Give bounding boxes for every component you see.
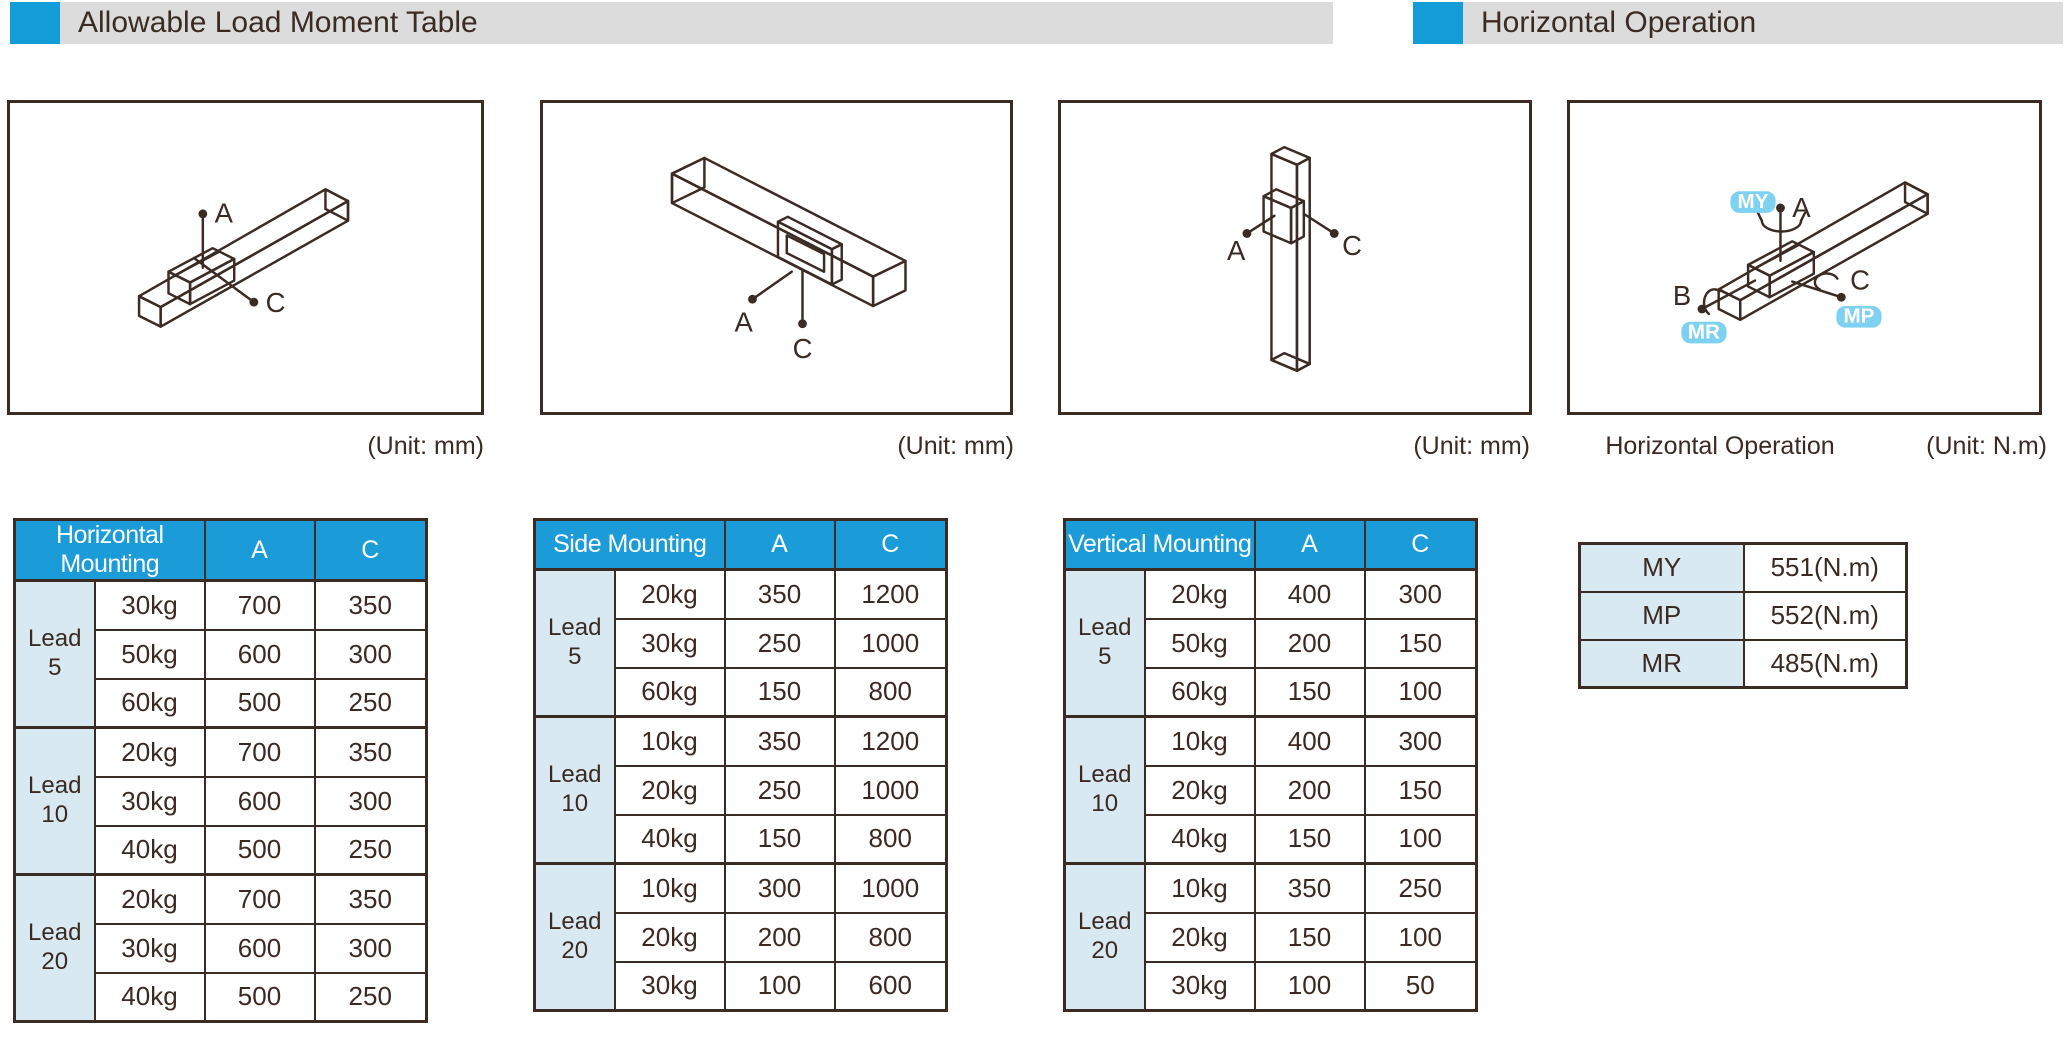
c-value-cell: 1000 bbox=[835, 619, 947, 668]
unit-caption-mm: (Unit: mm) bbox=[1413, 432, 1530, 460]
diagram-horizontal-operation bbox=[1567, 100, 2042, 415]
section-title: Allowable Load Moment Table bbox=[78, 6, 478, 39]
axis-c-line bbox=[1304, 214, 1334, 234]
moment-label-cell: MR bbox=[1580, 640, 1744, 688]
my-arrow-tick bbox=[1758, 213, 1762, 221]
table-row bbox=[1580, 592, 1907, 640]
lead-value: 5 bbox=[1098, 643, 1112, 670]
mr-badge-label: MR bbox=[1687, 320, 1720, 344]
a-value-cell: 350 bbox=[725, 570, 835, 619]
rail-body bbox=[672, 158, 905, 306]
a-value-cell: 200 bbox=[725, 913, 835, 962]
load-cell: 20kg bbox=[615, 570, 725, 619]
point-b-dot bbox=[1698, 305, 1707, 314]
table-row bbox=[535, 864, 947, 913]
lead-value: 5 bbox=[568, 643, 582, 670]
a-value-cell: 700 bbox=[205, 875, 315, 924]
lead-word: Lead bbox=[548, 761, 602, 789]
load-cell: 30kg bbox=[615, 619, 725, 668]
mp-rotation-arrow bbox=[1815, 273, 1837, 289]
label-c: C bbox=[1342, 230, 1362, 262]
table-row bbox=[535, 717, 947, 766]
a-value-cell: 250 bbox=[725, 619, 835, 668]
table-row bbox=[15, 581, 427, 630]
point-a-dot bbox=[198, 209, 207, 218]
section-title: Horizontal Operation bbox=[1481, 6, 1757, 39]
label-c: C bbox=[265, 286, 286, 318]
a-value-cell: 500 bbox=[205, 826, 315, 875]
label-a: A bbox=[214, 197, 233, 229]
point-c-dot bbox=[249, 298, 258, 307]
c-value-cell: 350 bbox=[315, 581, 427, 630]
load-cell: 60kg bbox=[1145, 668, 1255, 717]
load-cell: 20kg bbox=[1145, 766, 1255, 815]
a-value-cell: 600 bbox=[205, 924, 315, 973]
c-value-cell: 250 bbox=[315, 973, 427, 1022]
lead-value: 20 bbox=[1091, 937, 1119, 964]
blue-square-icon bbox=[10, 2, 60, 44]
label-b: B bbox=[1672, 280, 1692, 312]
c-value-cell: 150 bbox=[1365, 619, 1477, 668]
c-value-cell: 300 bbox=[315, 777, 427, 826]
a-value-cell: 400 bbox=[1255, 717, 1365, 766]
load-cell: 20kg bbox=[1145, 913, 1255, 962]
c-value-cell: 1000 bbox=[835, 766, 947, 815]
load-cell: 10kg bbox=[615, 717, 725, 766]
point-a-dot bbox=[748, 295, 757, 304]
c-value-cell: 300 bbox=[315, 630, 427, 679]
lead-word: Lead bbox=[28, 625, 82, 653]
c-value-cell: 800 bbox=[835, 913, 947, 962]
point-c-dot bbox=[1837, 293, 1846, 302]
table-row bbox=[15, 875, 427, 924]
label-c: C bbox=[1850, 264, 1870, 296]
c-value-cell: 250 bbox=[315, 826, 427, 875]
c-value-cell: 100 bbox=[1365, 668, 1477, 717]
lead-word: Lead bbox=[548, 614, 602, 642]
load-cell: 30kg bbox=[95, 581, 205, 630]
c-value-cell: 100 bbox=[1365, 815, 1477, 864]
unit-caption-nm: (Unit: N.m) bbox=[1926, 432, 2047, 460]
lead-cell bbox=[15, 875, 95, 1022]
load-cell: 10kg bbox=[1145, 717, 1255, 766]
table-row bbox=[1065, 570, 1477, 619]
mount-table-horizontal-mounting bbox=[13, 518, 428, 1023]
a-value-cell: 150 bbox=[725, 668, 835, 717]
c-value-cell: 1000 bbox=[835, 864, 947, 913]
label-a: A bbox=[1226, 234, 1246, 266]
vertical-mounting-drawing bbox=[1061, 103, 1529, 412]
load-cell: 60kg bbox=[615, 668, 725, 717]
lead-word: Lead bbox=[28, 772, 82, 800]
load-cell: 30kg bbox=[95, 777, 205, 826]
table-row bbox=[1065, 864, 1477, 913]
load-cell: 10kg bbox=[615, 864, 725, 913]
label-c: C bbox=[792, 333, 813, 365]
load-cell: 20kg bbox=[95, 728, 205, 777]
column-header-c: C bbox=[1365, 520, 1477, 570]
a-value-cell: 400 bbox=[1255, 570, 1365, 619]
c-value-cell: 800 bbox=[835, 815, 947, 864]
load-cell: 20kg bbox=[615, 766, 725, 815]
a-value-cell: 150 bbox=[1255, 815, 1365, 864]
lead-cell bbox=[535, 717, 615, 864]
a-value-cell: 350 bbox=[725, 717, 835, 766]
lead-cell bbox=[1065, 570, 1145, 717]
c-value-cell: 800 bbox=[835, 668, 947, 717]
column-header-a: A bbox=[205, 520, 315, 581]
a-value-cell: 500 bbox=[205, 679, 315, 728]
lead-word: Lead bbox=[1078, 908, 1132, 936]
unit-caption-mm: (Unit: mm) bbox=[367, 432, 484, 460]
table-row bbox=[1065, 717, 1477, 766]
axis-c-line bbox=[1792, 282, 1841, 298]
table-title: Side Mounting bbox=[535, 520, 725, 570]
column-header-a: A bbox=[1255, 520, 1365, 570]
section-header-horizontal-operation bbox=[1413, 2, 2063, 44]
a-value-cell: 700 bbox=[205, 581, 315, 630]
label-a: A bbox=[734, 306, 753, 338]
lead-cell bbox=[535, 570, 615, 717]
lead-word: Lead bbox=[548, 908, 602, 936]
point-c-dot bbox=[1330, 229, 1339, 238]
a-value-cell: 150 bbox=[1255, 913, 1365, 962]
moment-value-cell: 551(N.m) bbox=[1744, 544, 1907, 592]
mount-table-vertical-mounting bbox=[1063, 518, 1478, 1012]
c-value-cell: 300 bbox=[315, 924, 427, 973]
side-mounting-drawing bbox=[543, 103, 1010, 412]
mount-table-side-mounting bbox=[533, 518, 948, 1012]
a-value-cell: 150 bbox=[1255, 668, 1365, 717]
mp-badge-label: MP bbox=[1843, 304, 1875, 328]
table-row bbox=[15, 728, 427, 777]
unit-caption-mm: (Unit: mm) bbox=[897, 432, 1014, 460]
header-row bbox=[535, 520, 947, 570]
lead-word: Lead bbox=[1078, 761, 1132, 789]
vertical-mounting-table-container bbox=[1063, 518, 1478, 1012]
c-value-cell: 350 bbox=[315, 728, 427, 777]
horizontal-mounting-table-container bbox=[13, 518, 428, 1023]
column-header-a: A bbox=[725, 520, 835, 570]
horizontal-operation-caption: Horizontal Operation bbox=[1605, 432, 1835, 460]
table-title: Vertical Mounting bbox=[1065, 520, 1255, 570]
moment-label-cell: MP bbox=[1580, 592, 1744, 640]
a-value-cell: 100 bbox=[725, 962, 835, 1011]
load-cell: 40kg bbox=[615, 815, 725, 864]
lead-value: 5 bbox=[48, 654, 62, 681]
c-value-cell: 300 bbox=[1365, 570, 1477, 619]
load-cell: 40kg bbox=[95, 826, 205, 875]
moment-label-cell: MY bbox=[1580, 544, 1744, 592]
lead-cell bbox=[1065, 717, 1145, 864]
axis-a-line bbox=[752, 272, 791, 299]
rail-body bbox=[1271, 147, 1309, 371]
point-c-dot bbox=[798, 319, 807, 328]
table-row bbox=[535, 570, 947, 619]
load-cell: 20kg bbox=[615, 913, 725, 962]
load-cell: 10kg bbox=[1145, 864, 1255, 913]
lead-cell bbox=[1065, 864, 1145, 1011]
header-row bbox=[1065, 520, 1477, 570]
a-value-cell: 700 bbox=[205, 728, 315, 777]
load-cell: 50kg bbox=[1145, 619, 1255, 668]
point-a-dot bbox=[1776, 204, 1785, 213]
a-value-cell: 200 bbox=[1255, 619, 1365, 668]
blue-square-icon bbox=[1413, 2, 1463, 44]
c-value-cell: 1200 bbox=[835, 717, 947, 766]
a-value-cell: 350 bbox=[1255, 864, 1365, 913]
a-value-cell: 200 bbox=[1255, 766, 1365, 815]
load-cell: 30kg bbox=[1145, 962, 1255, 1011]
load-cell: 30kg bbox=[615, 962, 725, 1011]
moment-value-cell: 485(N.m) bbox=[1744, 640, 1907, 688]
a-value-cell: 600 bbox=[205, 777, 315, 826]
lead-word: Lead bbox=[28, 919, 82, 947]
lead-cell bbox=[15, 728, 95, 875]
c-value-cell: 300 bbox=[1365, 717, 1477, 766]
section-header-allowable-load bbox=[10, 2, 1333, 44]
lead-value: 10 bbox=[41, 801, 69, 828]
side-mounting-table-container bbox=[533, 518, 948, 1012]
lead-word: Lead bbox=[1078, 614, 1132, 642]
a-value-cell: 500 bbox=[205, 973, 315, 1022]
header-row bbox=[15, 520, 427, 581]
table-title: Horizontal Mounting bbox=[15, 520, 205, 581]
a-value-cell: 250 bbox=[725, 766, 835, 815]
lead-value: 20 bbox=[41, 948, 69, 975]
a-value-cell: 100 bbox=[1255, 962, 1365, 1011]
c-value-cell: 50 bbox=[1365, 962, 1477, 1011]
c-value-cell: 250 bbox=[315, 679, 427, 728]
load-cell: 20kg bbox=[1145, 570, 1255, 619]
c-value-cell: 250 bbox=[1365, 864, 1477, 913]
lead-cell bbox=[535, 864, 615, 1011]
load-cell: 40kg bbox=[95, 973, 205, 1022]
diagram-vertical-mounting bbox=[1058, 100, 1532, 415]
load-cell: 30kg bbox=[95, 924, 205, 973]
c-value-cell: 350 bbox=[315, 875, 427, 924]
column-header-c: C bbox=[315, 520, 427, 581]
label-a: A bbox=[1792, 191, 1811, 223]
c-value-cell: 150 bbox=[1365, 766, 1477, 815]
lead-value: 10 bbox=[1091, 790, 1119, 817]
load-cell: 50kg bbox=[95, 630, 205, 679]
load-cell: 60kg bbox=[95, 679, 205, 728]
a-value-cell: 600 bbox=[205, 630, 315, 679]
moment-value-cell: 552(N.m) bbox=[1744, 592, 1907, 640]
lead-value: 20 bbox=[561, 937, 589, 964]
load-cell: 20kg bbox=[95, 875, 205, 924]
horizontal-operation-drawing bbox=[1570, 103, 2039, 412]
lead-cell bbox=[15, 581, 95, 728]
diagram-side-mounting bbox=[540, 100, 1013, 415]
rail-body bbox=[139, 189, 348, 326]
moment-limit-table bbox=[1578, 542, 1908, 689]
diagram-horizontal-mounting bbox=[7, 100, 484, 415]
table-row bbox=[1580, 544, 1907, 592]
my-badge-label: MY bbox=[1737, 189, 1769, 213]
table-row bbox=[1580, 640, 1907, 688]
horizontal-mounting-drawing bbox=[10, 103, 481, 412]
column-header-c: C bbox=[835, 520, 947, 570]
c-value-cell: 100 bbox=[1365, 913, 1477, 962]
c-value-cell: 1200 bbox=[835, 570, 947, 619]
a-value-cell: 300 bbox=[725, 864, 835, 913]
a-value-cell: 150 bbox=[725, 815, 835, 864]
lead-value: 10 bbox=[561, 790, 589, 817]
load-cell: 40kg bbox=[1145, 815, 1255, 864]
c-value-cell: 600 bbox=[835, 962, 947, 1011]
